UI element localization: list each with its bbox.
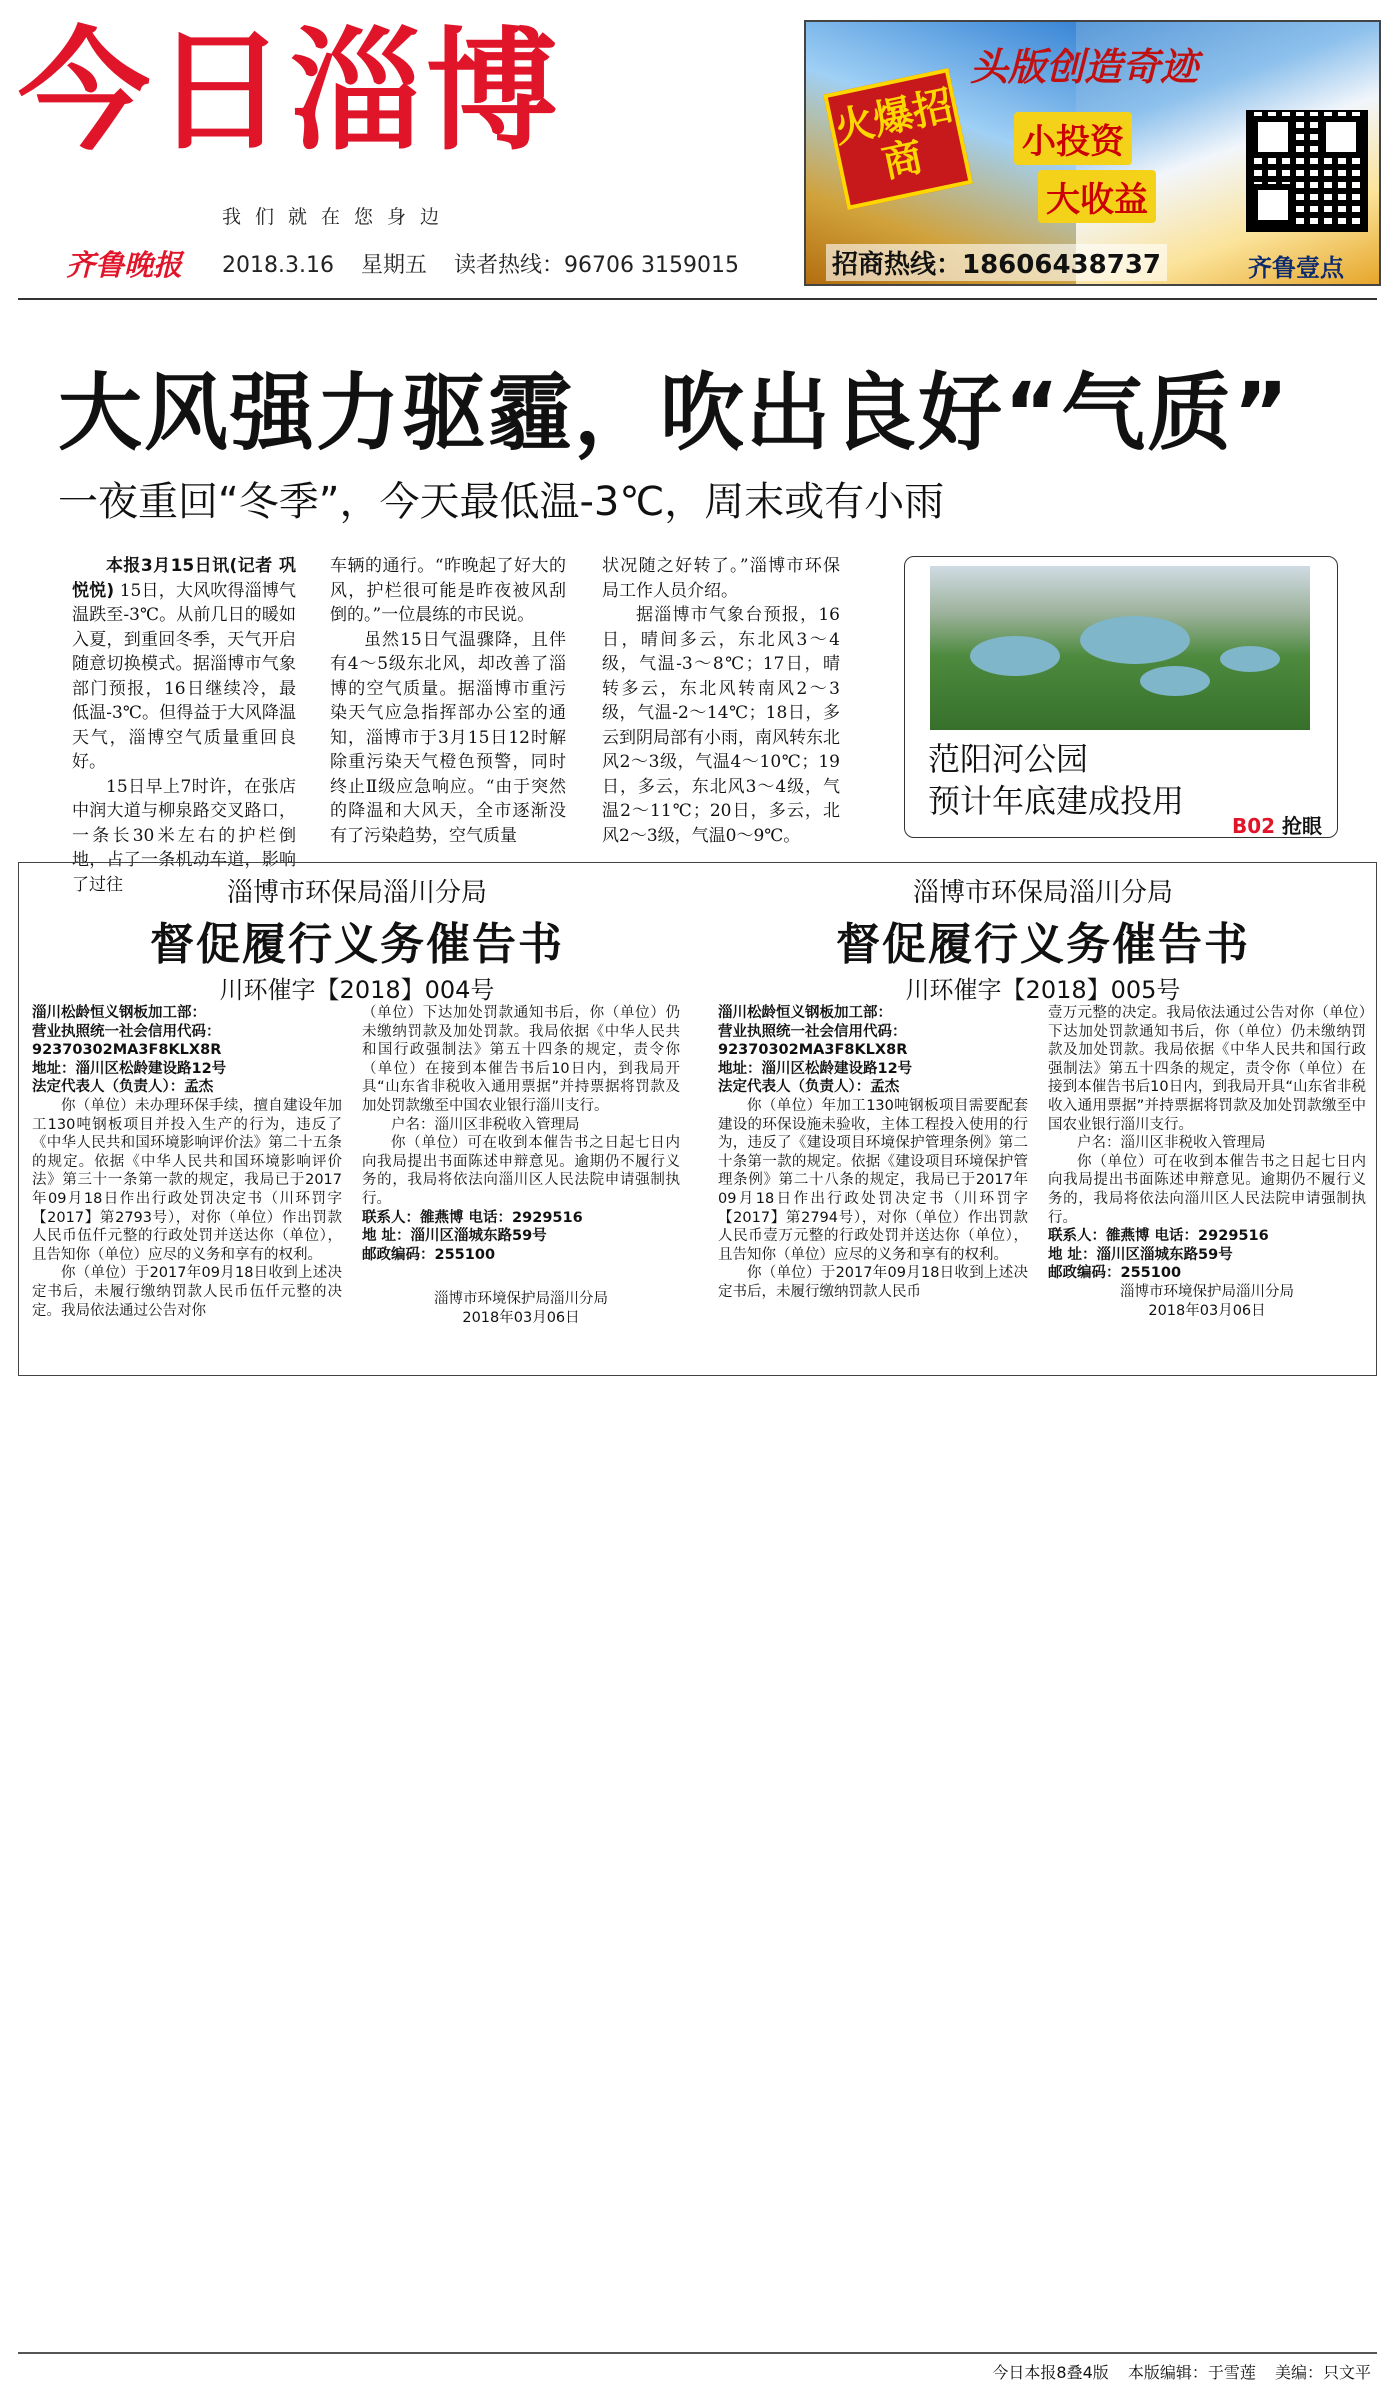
- footer-designer: 美编：只文平: [1274, 2363, 1371, 2382]
- photo-caption: [928, 738, 1184, 822]
- notice-signer: 淄博市环境保护局淄川分局: [434, 1291, 608, 1308]
- ad-headline: 头版创造奇迹: [970, 44, 1199, 89]
- photo-caption-line: 范阳河公园: [928, 740, 1089, 778]
- footer-editor: 本版编辑：于雪莲: [1127, 2363, 1256, 2382]
- notice-credit-code: 92370302MA3F8KLX8R: [32, 1042, 222, 1059]
- article-paragraph: 虽然15日气温骤降，且伴有4～5级东北风，却改善了淄博的空气质量。据淄博市重污染天气应急指挥部办公室的通知，淄博市于3月15日12时解除重污染天气橙色预警，同时终止Ⅱ级应急响应。“由于突然的降温和大风天，全市逐渐没有了污染趋势，空气质量: [330, 629, 566, 846]
- article-dateline: 本报3月15日讯(记者 巩悦悦): [72, 556, 296, 601]
- notice-account: 户名：淄川区非税收入管理局: [1077, 1135, 1266, 1152]
- article-column-2: [330, 554, 566, 848]
- notice-contact-address: 地 址：淄川区淄城东路59号: [362, 1228, 547, 1245]
- issue-date: 2018.3.16: [222, 253, 334, 278]
- article-paragraph: 车辆的通行。“昨晚起了好大的风，护栏很可能是昨夜被风刮倒的。”一位晨练的市民说。: [330, 556, 566, 625]
- article-column-3: [602, 554, 840, 848]
- notice-1: [32, 866, 682, 1372]
- brand-logo: 齐鲁晚报: [66, 248, 183, 282]
- photo-caption-line: 预计年底建成投用: [928, 782, 1185, 820]
- notice-number: 川环催字【2018】004号: [219, 976, 495, 1004]
- notice-address: 地址：淄川区松龄建设路12号: [32, 1060, 227, 1077]
- park-photo: [930, 566, 1310, 730]
- notice-account: 户名：淄川区非税收入管理局: [391, 1116, 580, 1133]
- notice-credit-label: 营业执照统一社会信用代码：: [718, 1023, 907, 1040]
- notice-agency: 淄博市环保局淄川分局: [226, 878, 487, 908]
- article-subhead: 一夜重回“冬季”，今天最低温-3℃，周末或有小雨: [58, 479, 945, 525]
- notice-company: 淄川松龄恒义钢板加工部：: [32, 1005, 206, 1021]
- article-paragraph: 据淄博市气象台预报，16日，晴间多云，东北风3～4级，气温-3～8℃；17日，晴转多云，东北风转南风2～3级，气温-2～14℃；18日，多云到阴局部有小雨，南风转东北风2～3级，气温4～10℃；19日，多云，东北风3～4级，气温2～11℃；20日，多云，北风2～3级，气温0～9℃。: [602, 605, 840, 846]
- notice-title: 督促履行义务催告书: [150, 919, 564, 970]
- notice-contact: 联系人：雒燕博 电话：2929516: [1048, 1228, 1269, 1245]
- footer-divider: [18, 2352, 1377, 2354]
- notice-credit-code: 92370302MA3F8KLX8R: [718, 1042, 908, 1059]
- ad-brand: 齐鲁壹点: [1248, 254, 1344, 282]
- ad-pill-big-profit: 大收益: [1038, 170, 1156, 223]
- ad-pill-small-investment: 小投资: [1014, 112, 1132, 165]
- notice-date: 2018年03月06日: [1148, 1302, 1266, 1319]
- masthead-divider: [18, 298, 1377, 300]
- notice-legal-rep: 法定代表人（负责人）：孟杰: [32, 1079, 214, 1096]
- reader-hotline: 读者热线：96706 3159015: [453, 253, 739, 278]
- article-paragraph: 15日早上7时许，在张店中润大道与柳泉路交叉路口，一条长30米左右的护栏倒地，占了一条机动车道，影响了过往: [72, 776, 296, 895]
- notice-legal-rep: 法定代表人（负责人）：孟杰: [718, 1079, 900, 1096]
- issue-line: [222, 248, 759, 279]
- notice-paragraph: 你（单位）未办理环保手续，擅自建设年加工130吨钢板项目并投入生产的行为，违反了《中华人民共和国环境影响评价法》第二十五条的规定。依据《中华人民共和国环境影响评价法》第三十一条第一款的规定，我局已于2017年09月18日作出行政处罚决定书（川环罚字【2017】第2793号），对你（单位）作出罚款人民币伍仟元整的行政处罚并送达你（单位），且告知你（单位）应尽的义务和享有的权利。: [32, 1097, 342, 1263]
- issue-weekday: 星期五: [360, 253, 427, 278]
- notice-date: 2018年03月06日: [462, 1309, 580, 1326]
- footer-pages: 今日本报8叠4版: [992, 2363, 1109, 2382]
- masthead-slogan: 我们就在您身边: [222, 206, 454, 228]
- notice-paragraph: （单位）下达加处罚款通知书后，你（单位）仍未缴纳罚款及加处罚款。我局依据《中华人民共和国行政强制法》第五十四条的规定，责令你（单位）在接到本催告书后10日内，到我局开具“山东省非税收入通用票据”并持票据将罚款及加处罚款缴至中国农业银行淄川支行。: [362, 1005, 680, 1114]
- masthead-title: 今日淄博: [18, 15, 562, 169]
- notice-paragraph: 你（单位）可在收到本催告书之日起七日内向我局提出书面陈述申辩意见。逾期仍不履行义务的，我局将依法向淄川区人民法院申请强制执行。: [362, 1135, 680, 1207]
- notice-2: [718, 866, 1368, 1372]
- notice-column: [32, 1004, 342, 1320]
- notice-company: 淄川松龄恒义钢板加工部：: [718, 1005, 892, 1021]
- notice-paragraph: 壹万元整的决定。我局依法通过公告对你（单位）下达加处罚款通知书后，你（单位）仍未缴纳罚款及加处罚款。我局依据《中华人民共和国行政强制法》第五十四条的规定，责令你（单位）在接到本催告书后10日内，到我局开具“山东省非税收入通用票据”并持票据将罚款及加处罚款缴至中国农业银行淄川支行。: [1048, 1005, 1366, 1133]
- notice-paragraph: 你（单位）可在收到本催告书之日起七日内向我局提出书面陈述申辩意见。逾期仍不履行义务的，我局将依法向淄川区人民法院申请强制执行。: [1048, 1153, 1366, 1226]
- article-paragraph: 状况随之好转了。”淄博市环保局工作人员介绍。: [602, 556, 840, 601]
- notice-signer: 淄博市环境保护局淄川分局: [1120, 1283, 1294, 1300]
- notice-credit-label: 营业执照统一社会信用代码：: [32, 1023, 221, 1040]
- notice-paragraph: 你（单位）年加工130吨钢板项目需要配套建设的环保设施未验收，主体工程投入使用的行为，违反了《建设项目环境保护管理条例》第二十条第一款的规定。依据《建设项目环境保护管理条例》第二十八条的规定，我局已于2017年09月18日作出行政处罚决定书（川环罚字【2017】第2794号），对你（单位）作出罚款人民币壹万元整的行政处罚并送达你（单位），且告知你（单位）应尽的义务和享有的权利。: [718, 1097, 1028, 1263]
- article-paragraph: 15日，大风吹得淄博气温跌至-3℃。从前几日的暖如入夏，到重回冬季，天气开启随意切换模式。据淄博市气象部门预报，16日继续冷，最低温-3℃。但得益于大风降温天气，淄博空气质量重回良好。: [72, 580, 296, 772]
- notice-title: 督促履行义务催告书: [836, 919, 1250, 970]
- ad-badge: 火爆招商: [823, 68, 973, 210]
- article-headline: 大风强力驱霾，吹出良好“气质”: [58, 364, 1291, 462]
- article-column-1: [72, 554, 296, 897]
- ad-phone: 招商热线：18606438737: [826, 244, 1167, 281]
- page-reference-number: B02: [1232, 814, 1276, 838]
- notice-address: 地址：淄川区松龄建设路12号: [718, 1060, 913, 1077]
- advertisement[interactable]: [804, 20, 1381, 286]
- footer: [978, 2360, 1371, 2383]
- notice-column: [718, 1004, 1028, 1302]
- notice-column: [362, 1004, 680, 1328]
- notice-contact-address: 地 址：淄川区淄城东路59号: [1048, 1246, 1233, 1263]
- notice-agency: 淄博市环保局淄川分局: [912, 878, 1173, 908]
- notice-paragraph: 你（单位）于2017年09月18日收到上述决定书后，未履行缴纳罚款人民币: [718, 1265, 1028, 1300]
- page-reference-label: 抢眼: [1282, 814, 1323, 838]
- notice-paragraph: 你（单位）于2017年09月18日收到上述决定书后，未履行缴纳罚款人民币伍仟元整的决定。我局依法通过公告对你: [32, 1265, 342, 1319]
- notice-number: 川环催字【2018】005号: [905, 976, 1181, 1004]
- notice-postcode: 邮政编码：255100: [362, 1246, 496, 1263]
- notice-column: [1048, 1004, 1366, 1320]
- notice-postcode: 邮政编码：255100: [1048, 1265, 1182, 1282]
- notice-contact: 联系人：雒燕博 电话：2929516: [362, 1209, 583, 1226]
- qr-code-icon[interactable]: [1246, 110, 1368, 232]
- page-reference[interactable]: [1232, 810, 1322, 839]
